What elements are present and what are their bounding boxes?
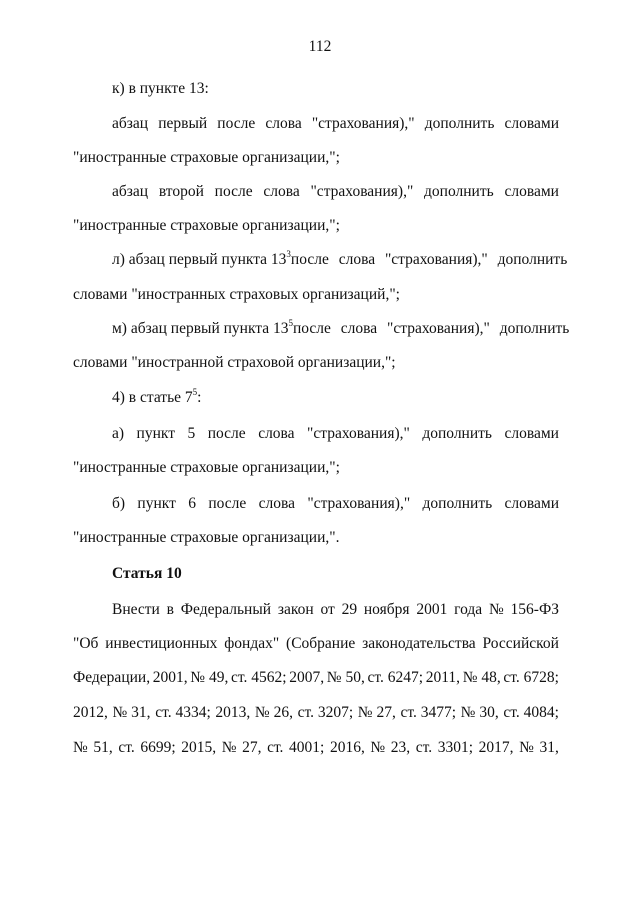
item-k-para2-line1 <box>112 182 559 202</box>
word: 31, <box>539 739 559 756</box>
item-m-pre: м) абзац первый пункта $13^5$ <box>112 318 293 337</box>
word: 2016, <box>329 739 365 756</box>
word: № 26, <box>254 704 293 721</box>
word: ст. <box>267 739 284 756</box>
word: а) <box>112 425 125 442</box>
word: пункт <box>136 425 175 442</box>
word: Федерации, <box>73 669 151 686</box>
word: первый <box>158 115 208 132</box>
word: "страхования)," <box>310 183 414 200</box>
word: ст. 6247; <box>367 669 424 686</box>
word: № 48, <box>462 669 501 686</box>
word: 51, <box>93 739 113 756</box>
word: № 50, <box>326 669 365 686</box>
item-k-para1-line2: "иностранные страховые организации,"; <box>73 149 340 166</box>
article-10-line2 <box>73 634 559 654</box>
word: после <box>208 495 247 512</box>
word: дополнить <box>424 183 494 200</box>
word: 27, <box>242 739 262 756</box>
word: "страхования)," <box>307 495 411 512</box>
word: фондах" <box>224 635 280 652</box>
word: 2017, <box>478 739 514 756</box>
word: 5 <box>187 425 196 442</box>
section-4-superscript: 5 <box>192 387 198 397</box>
item-k-para2-line2: "иностранные страховые организации,"; <box>73 217 340 234</box>
word: 6 <box>188 495 196 512</box>
word: № <box>370 739 386 756</box>
word: ноября <box>363 601 410 618</box>
word: словами <box>504 115 559 132</box>
word: № <box>73 739 88 756</box>
word: 4001; <box>289 739 325 756</box>
word: 156-ФЗ <box>510 601 559 618</box>
item-l-superscript: 3 <box>286 249 291 259</box>
word: словами <box>504 495 559 512</box>
word: "Об <box>73 635 99 652</box>
page-number: 112 <box>308 38 332 55</box>
word: года <box>454 601 483 618</box>
word: 29 <box>341 601 358 618</box>
word: после <box>217 115 256 132</box>
word: ст. 4334; <box>155 704 211 721</box>
word: 2001, <box>152 669 188 686</box>
item-b-line1 <box>112 494 559 514</box>
word: закон <box>277 601 314 618</box>
word: абзац <box>112 115 149 132</box>
word: словами <box>504 425 559 442</box>
word: после <box>214 183 253 200</box>
word: 2001 <box>416 601 448 618</box>
word: "страхования)," <box>307 425 410 442</box>
word: пункт <box>137 495 176 512</box>
word: 2015, <box>181 739 217 756</box>
word: № <box>221 739 237 756</box>
word: дополнить <box>422 495 493 512</box>
section-4-heading: 4) в статье $7^5$: <box>112 387 202 406</box>
item-m-superscript: 5 <box>288 318 293 328</box>
word: ст. <box>415 739 433 756</box>
word: дополнить <box>422 425 492 442</box>
word: словами <box>504 183 559 200</box>
article-10-line3 <box>73 668 559 688</box>
item-l-line1 <box>112 249 568 270</box>
article-10-heading: Статья 10 <box>112 565 182 582</box>
item-a-line1 <box>112 424 559 444</box>
word: 2007, <box>289 669 325 686</box>
word: № <box>488 601 504 618</box>
word: "страхования)," <box>311 115 415 132</box>
item-l-post: после слова "страхования)," дополнить <box>290 251 568 268</box>
word: ст. 3477; <box>400 704 457 721</box>
word: Российской <box>482 635 559 652</box>
word: № <box>519 739 534 756</box>
word: (Собрание <box>286 635 356 652</box>
word: ст. 3207; <box>297 704 354 721</box>
word: Внести <box>112 601 160 618</box>
word: 2013, <box>215 704 251 721</box>
word: ст. 4084; <box>503 704 559 721</box>
word: ст. 4562; <box>231 669 287 686</box>
word: абзац <box>112 183 149 200</box>
article-10-line1 <box>112 600 559 620</box>
word: № 30, <box>460 704 499 721</box>
word: слова <box>263 183 300 200</box>
item-l-pre: л) абзац первый пункта $13^3$ <box>112 249 291 268</box>
word: от <box>320 601 335 618</box>
word: 23, <box>390 739 411 756</box>
word: слова <box>258 495 295 512</box>
item-b-line2: "иностранные страховые организации,". <box>73 529 340 546</box>
word: № 49, <box>190 669 229 686</box>
word: № 31, <box>112 704 151 721</box>
word: ст. 6728; <box>503 669 559 686</box>
word: слова <box>258 425 295 442</box>
item-m-post: после слова "страхования)," дополнить <box>293 320 570 337</box>
word: дополнить <box>424 115 495 132</box>
word: инвестиционных <box>105 635 218 652</box>
word: ст. <box>118 739 135 756</box>
word: 2011, <box>425 669 461 686</box>
article-10-line5 <box>73 738 559 758</box>
word: законодательства <box>362 635 476 652</box>
word: в <box>166 601 174 618</box>
word: 6699; <box>140 739 176 756</box>
item-k-intro: к) в пункте 13: <box>112 80 209 97</box>
word: Федеральный <box>180 601 272 618</box>
item-k-para1-line1 <box>112 114 559 134</box>
item-m-line2: словами "иностранной страховой организации,"; <box>73 354 396 371</box>
item-a-line2: "иностранные страховые организации,"; <box>73 459 340 476</box>
word: № 27, <box>357 704 396 721</box>
word: слова <box>265 115 302 132</box>
word: б) <box>112 495 126 512</box>
word: 2012, <box>73 704 108 721</box>
item-l-line2: словами "иностранных страховых организаций,"; <box>73 286 400 303</box>
word: 3301; <box>437 739 474 756</box>
item-m-line1 <box>112 318 570 339</box>
article-10-line4 <box>73 703 559 723</box>
word: второй <box>158 183 204 200</box>
word: после <box>207 425 246 442</box>
